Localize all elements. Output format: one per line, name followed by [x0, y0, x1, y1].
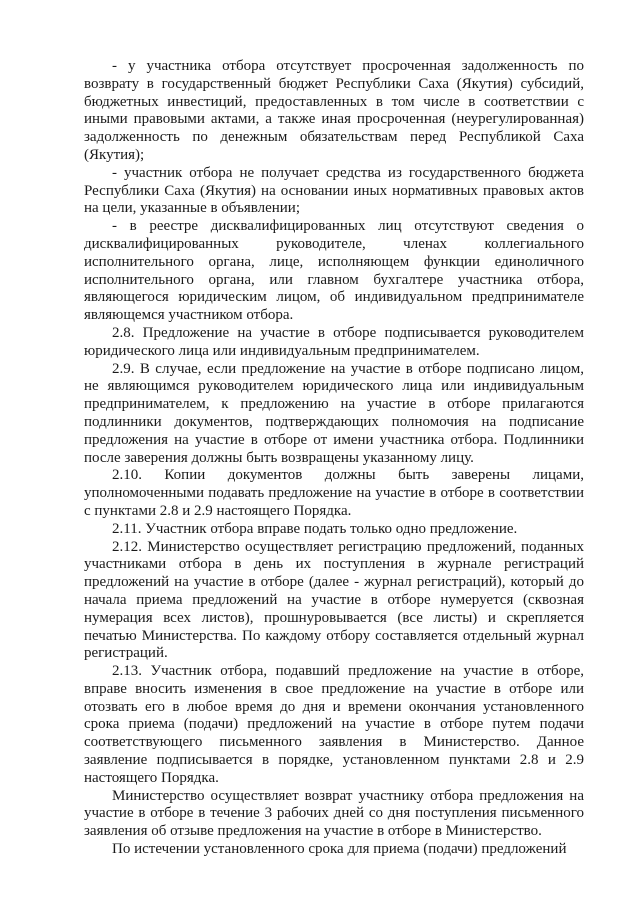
paragraph-disqualified-registry: - в реестре дисквалифицированных лиц отсутствуют сведения о дисквалифицированных руководителе, членах коллегиального исполнительного органа, лице, исполняющем функции единоличного исполнительного органа, или главном бухгалтере участника отбора, являющегося юридическим лицом, об индивидуальном предпринимателе являющемся участником отбора.	[84, 218, 584, 324]
paragraph-2-12: 2.12. Министерство осуществляет регистрацию предложений, поданных участниками отбора в день их поступления в журнале регистраций предложений на участие в отборе (далее - журнал регистраций), который до начала приема предложений на участие в отборе нумеруется (сквозная нумерация всех листов), прошнуровывается (все листы) и скрепляется печатью Министерства. По каждому отбору составляется отдельный журнал регистраций.	[84, 538, 584, 662]
paragraph-return-proposal: Министерство осуществляет возврат участнику отбора предложения на участие в отборе в течение 3 рабочих дней со дня поступления письменного заявления об отзыве предложения на участие в отборе в Министерство.	[84, 787, 584, 840]
paragraph-2-13: 2.13. Участник отбора, подавший предложение на участие в отборе, вправе вносить изменения в свое предложение на участие в отборе или отозвать его в любое время до дня и времени окончания установленного срока приема (подачи) предложений на участие в отборе путем подачи соответствующего письменного заявления в Министерство. Данное заявление подписывается в порядке, установленном пунктами 2.8 и 2.9 настоящего Порядка.	[84, 663, 584, 786]
paragraph-2-10: 2.10. Копии документов должны быть заверены лицами, уполномоченными подавать предложение на участие в отборе в соответствии с пунктами 2.8 и 2.9 настоящего Порядка.	[84, 467, 584, 519]
paragraph-2-8: 2.8. Предложение на участие в отборе подписывается руководителем юридического лица или индивидуальным предпринимателем.	[84, 324, 584, 359]
paragraph-deadline-expiry: По истечении установленного срока для приема (подачи) предложений	[112, 841, 567, 858]
paragraph-overdue-debt: - у участника отбора отсутствует просроченная задолженность по возврату в государственный бюджет Республики Саха (Якутия) субсидий, бюджетных инвестиций, предоставленных в том числе в соответствии с иными правовыми актами, а также иная просроченная (неурегулированная) задолженность по денежным обязательствам перед Республикой Саха (Якутия);	[84, 58, 584, 163]
paragraph-2-9: 2.9. В случае, если предложение на участие в отборе подписано лицом, не являющимся руководителем юридического лица или индивидуальным предпринимателем, к предложению на участие в отборе прилагаются подлинники документов, подтверждающих полномочия на подписание предложения на участие в отборе от имени участника отбора. Подлинники после заверения должны быть возвращены указанному лицу.	[84, 360, 584, 466]
paragraph-2-11: 2.11. Участник отбора вправе подать только одно предложение.	[112, 520, 518, 537]
paragraph-no-other-funds: - участник отбора не получает средства из государственного бюджета Республики Саха (Якутия) на основании иных нормативных правовых актов на цели, указанные в объявлении;	[84, 164, 584, 217]
document-page	[84, 58, 584, 859]
